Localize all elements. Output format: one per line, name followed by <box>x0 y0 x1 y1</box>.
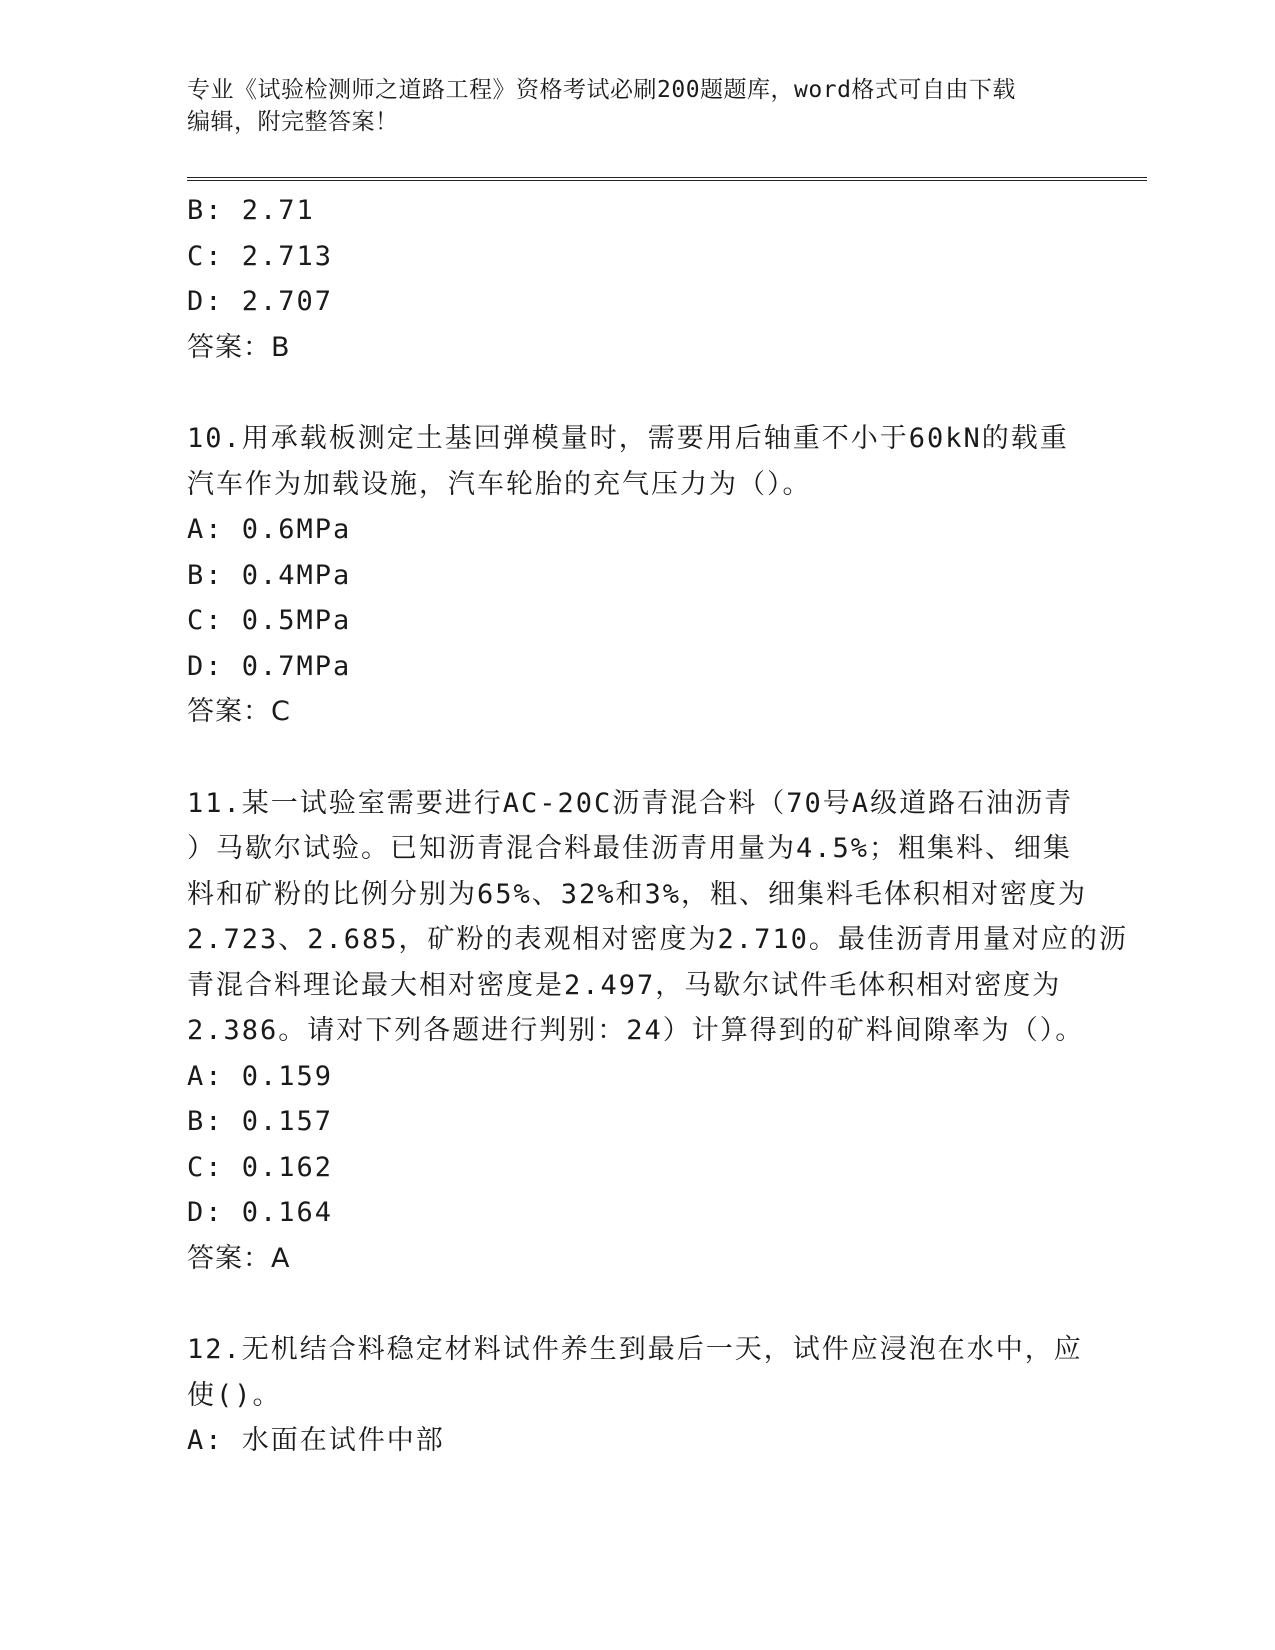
header-title-line-2: 编辑，附完整答案！ <box>187 109 399 135</box>
option-c: C: 0.162 <box>187 1151 334 1183</box>
option-b: B: 0.4MPa <box>187 559 352 591</box>
answer-line: 答案：B <box>187 331 291 363</box>
option-a: A: 水面在试件中部 <box>187 1425 445 1456</box>
option-d: D: 2.707 <box>187 286 334 317</box>
option-c: C: 0.5MPa <box>187 605 352 636</box>
question-text-line: 11.某一试验室需要进行AC-20C沥青混合料（70号A级道路石油沥青 <box>187 787 1074 819</box>
option-a: A: 0.159 <box>187 1060 334 1092</box>
question-text-line: 汽车作为加载设施，汽车轮胎的充气压力为（）。 <box>187 468 812 500</box>
question-text-line: 2.723、2.685，矿粉的表观相对密度为2.710。最佳沥青用量对应的沥 <box>187 924 1128 955</box>
question-text-line: 10.用承载板测定土基回弹模量时，需要用后轴重不小于60kN的载重 <box>187 423 1069 454</box>
document-header <box>187 74 1087 138</box>
question-text <box>187 781 1128 1054</box>
question-text-line: 2.386。请对下列各题进行判别：24）计算得到的矿料间隙率为（）。 <box>187 1015 1085 1046</box>
question-text-line: ）马歇尔试验。已知沥青混合料最佳沥青用量为4.5%；粗集料、细集 <box>187 833 1073 864</box>
option-d: D: 0.164 <box>187 1197 334 1228</box>
question-text <box>187 1327 1087 1418</box>
option-a: A: 0.6MPa <box>187 514 352 545</box>
question-text-line: 使()。 <box>187 1379 282 1411</box>
answer-line: 答案：A <box>187 1242 291 1274</box>
question-11 <box>187 781 1128 1282</box>
header-divider <box>187 177 1147 181</box>
question-text-line: 青混合料理论最大相对密度是2.497，马歇尔试件毛体积相对密度为 <box>187 969 1062 1001</box>
question-text <box>187 416 1087 507</box>
header-title-line-1: 专业《试验检测师之道路工程》资格考试必刷200题题库，word格式可自由下载 <box>187 77 1016 103</box>
question-10 <box>187 416 1087 735</box>
option-d: D: 0.7MPa <box>187 650 352 682</box>
question-text-line: 12.无机结合料稳定材料试件养生到最后一天，试件应浸泡在水中，应 <box>187 1334 1083 1365</box>
question-9-tail <box>187 188 1087 370</box>
option-b: B: 2.71 <box>187 195 315 226</box>
question-12 <box>187 1327 1087 1464</box>
answer-line: 答案：C <box>187 696 291 727</box>
option-b: B: 0.157 <box>187 1106 334 1137</box>
option-c: C: 2.713 <box>187 240 334 272</box>
question-text-line: 料和矿粉的比例分别为65%、32%和3%，粗、细集料毛体积相对密度为 <box>187 878 1088 910</box>
question-list <box>187 188 1128 1464</box>
